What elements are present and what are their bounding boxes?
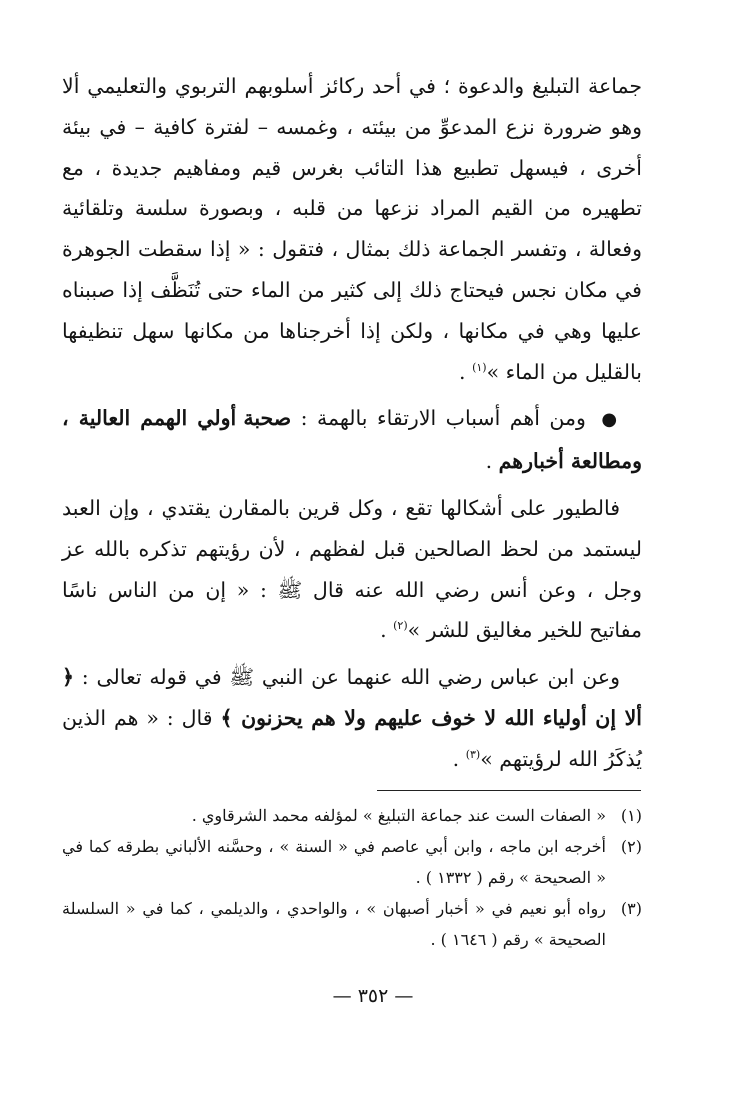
paragraph-4-cont: قال : « هم الذين يُذكَرُ الله لرؤيتهم » — [62, 705, 642, 771]
footnote-number: (٢) — [620, 837, 642, 856]
footnote-3 — [62, 893, 642, 955]
paragraph-1-text: جماعة التبليغ والدعوة ؛ في أحد ركائز أسلوبهم التربوي والتعليمي ألا وهو ضرورة نزع المدعوِّ من بيئته ، وغمسه – لفترة كافية – في بيئة أخرى ، فيسهل تطبيع هذا التائب بغرس قيم ومفاهيم جديدة ، مع تطهيره من القيم المراد نزعها من قلبه ، وبصورة سلسة وتلقائية وفعالة ، وتفسر الجماعة ذلك بمثال ، فتقول : « إذا سقطت الجوهرة في مكان نجس فيحتاج ذلك إلى كثير من الماء حتى تُنَظَّف إذا صببناه عليها وهي في مكانها ، ولكن إذا أخرجناها من مكانها سهل تنظيفها بالقليل من الماء » — [62, 74, 642, 384]
footnote-number: (١) — [620, 806, 642, 825]
footnotes — [62, 800, 642, 955]
footnote-text: أخرجه ابن ماجه ، وابن أبي عاصم في « السنة » ، وحسَّنه الألباني بطرقه كما في « الصحيحة » رقم ( ١٣٣٢ ) . — [62, 837, 606, 887]
bullet-end: . — [485, 449, 499, 474]
page-number: — ٣٥٢ — — [332, 985, 414, 1007]
paragraph-3-end: . — [380, 618, 394, 643]
footnote-2 — [62, 831, 642, 893]
footnote-1 — [62, 800, 642, 831]
bullet-heading-bold: صحبة أولي الهمم العالية ، ومطالعة أخبارهم — [62, 406, 642, 474]
bullet-icon: ● — [601, 409, 620, 431]
footnote-divider — [377, 790, 641, 791]
footnote-ref-3[interactable]: (٣) — [465, 747, 481, 761]
paragraph-birds — [62, 488, 642, 651]
quran-verse-bold: ﴿ ألا إن أولياء الله لا خوف عليهم ولا هم يحزنون ﴾ — [62, 665, 642, 730]
footnote-text: « الصفات الست عند جماعة التبليغ » لمؤلفه محمد الشرقاوي . — [191, 806, 606, 825]
paragraph-1-end: . — [459, 359, 473, 384]
paragraph-4-intro: وعن ابن عباس رضي الله عنهما عن النبي ﷺ في قوله تعالى : — [74, 665, 620, 690]
main-text — [62, 66, 642, 780]
paragraph-continuation — [62, 66, 642, 392]
bullet-intro: ومن أهم أسباب الارتقاء بالهمة : — [291, 406, 596, 431]
footnote-ref-1[interactable]: (١) — [472, 360, 487, 374]
footnote-number: (٣) — [620, 899, 642, 918]
footnote-ref-2[interactable]: (٢) — [393, 619, 408, 633]
paragraph-4-end: . — [452, 746, 466, 771]
paragraph-3-text: فالطيور على أشكالها تقع ، وكل قرين بالمقارن يقتدي ، وإن العبد ليستمد من لحظ الصالحين قبل لفظهم ، لأن رؤيتهم تذكره بالله عز وجل ، وعن أنس رضي الله عنه قال ﷺ : « إن من الناس ناسًا مفاتيح للخير مغاليق للشر » — [62, 495, 642, 643]
bullet-paragraph — [62, 398, 642, 482]
paragraph-ibn-abbas — [62, 657, 642, 779]
footnote-text: رواه أبو نعيم في « أخبار أصبهان » ، والواحدي ، والديلمي ، كما في « السلسلة الصحيحة » رقم ( ١٦٤٦ ) . — [62, 899, 606, 949]
